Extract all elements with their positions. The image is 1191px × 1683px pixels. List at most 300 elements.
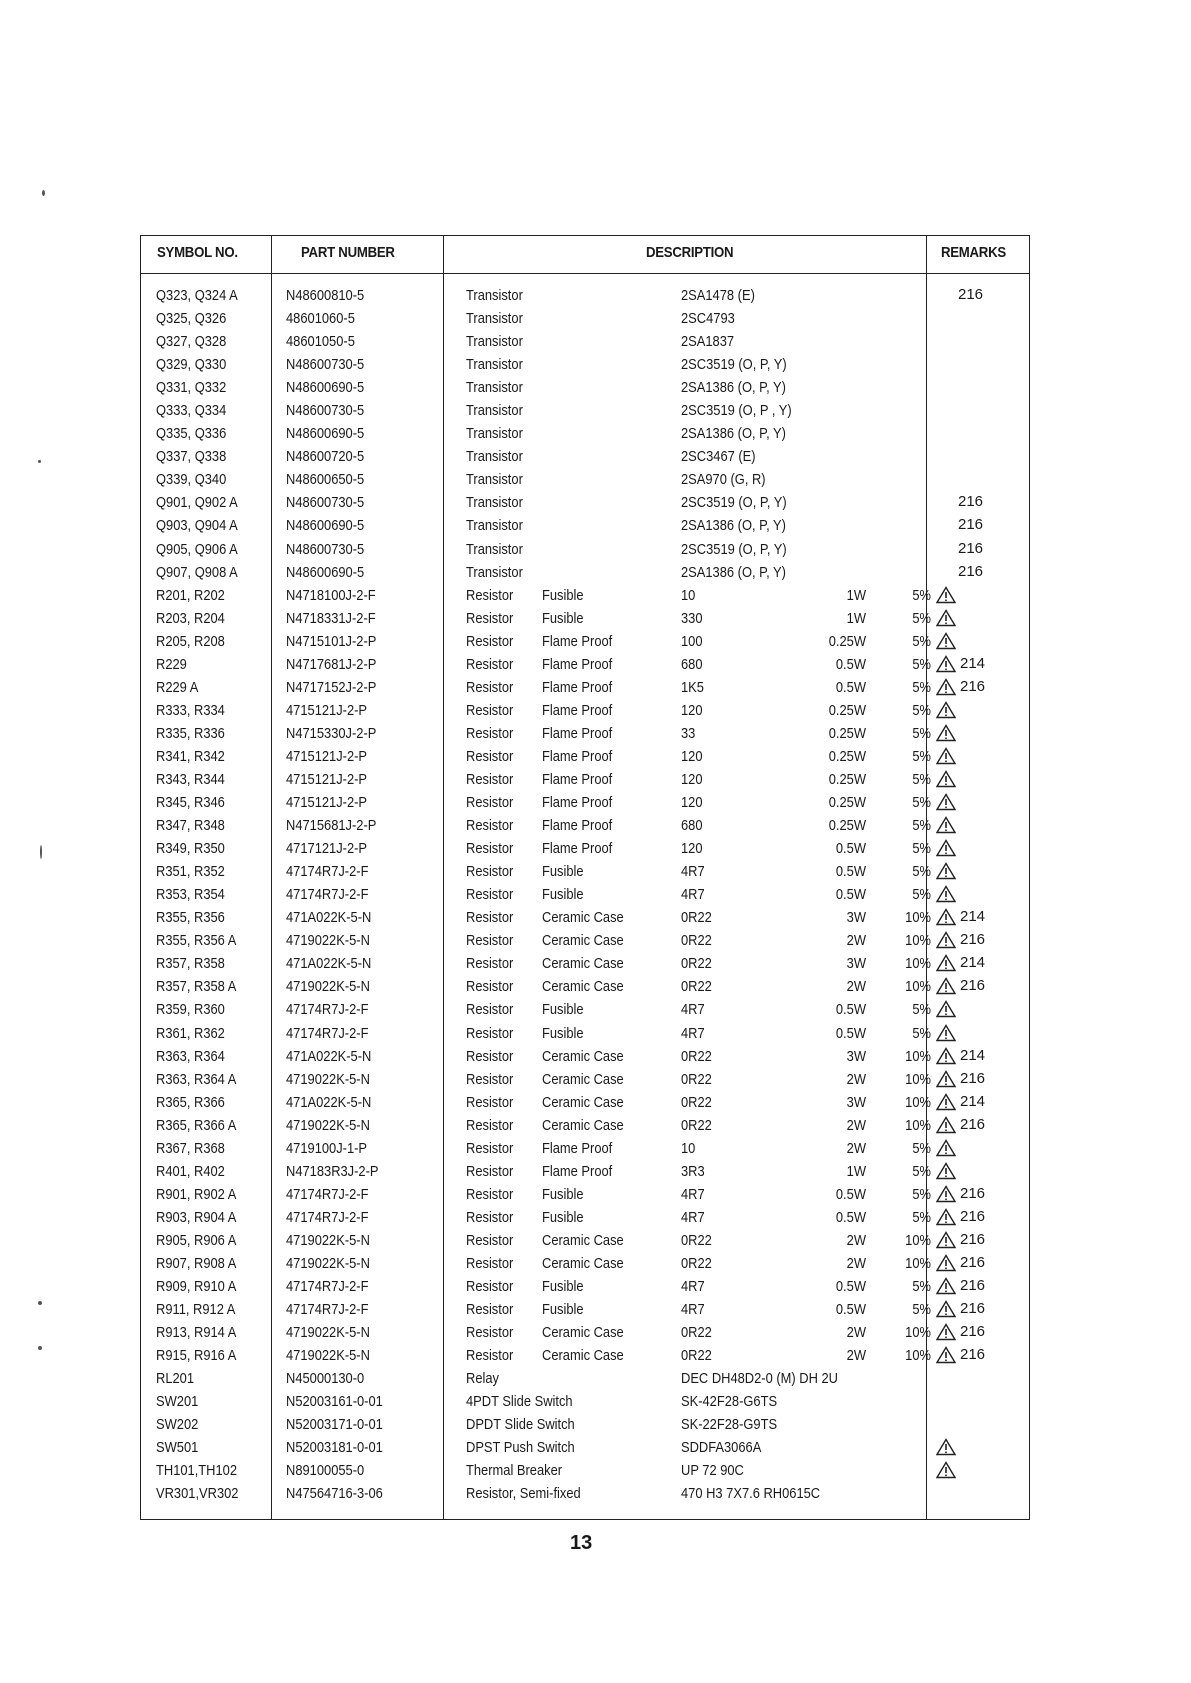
description-cell: Resistor [466,678,514,696]
description-type-cell: Flame Proof [542,1139,613,1157]
symbol-no-cell: SW501 [156,1439,199,1457]
wattage-cell: 0.5W [835,678,866,696]
table-row [141,491,1029,514]
part-number-cell: N48600730-5 [286,356,365,374]
remarks-cell [936,908,985,926]
symbol-no-cell: R907, R908 A [156,1254,237,1272]
table-row [141,422,1029,445]
description-cell: Resistor [466,1231,514,1249]
description-cell: Resistor [466,1070,514,1088]
table-row [141,814,1029,837]
table-row [141,1298,1029,1321]
part-number-cell: 4715121J-2-P [286,770,368,788]
remarks-cell [936,1139,960,1157]
symbol-no-cell: R229 A [156,678,199,696]
table-row [141,998,1029,1021]
remarks-cell [936,1000,960,1018]
tolerance-cell: 5% [912,678,931,696]
remarks-cell [936,1300,985,1318]
warning-triangle-icon [936,1070,956,1088]
description-cell: Resistor [466,955,514,973]
symbol-no-cell: R359, R360 [156,1001,225,1019]
scan-speck [40,845,42,859]
symbol-no-cell: R357, R358 [156,955,225,973]
part-number-cell: N48600690-5 [286,563,365,581]
description-cell: Transistor [466,471,523,489]
symbol-no-cell: R363, R364 A [156,1070,237,1088]
part-number-cell: 47174R7J-2-F [286,886,369,904]
description-cell: DPST Push Switch [466,1439,575,1457]
remarks-cell [936,1231,985,1249]
value-cell: SDDFA3066A [681,1439,762,1457]
symbol-no-cell: R229 [156,655,187,673]
warning-triangle-icon [936,701,956,719]
tolerance-cell: 5% [912,1208,931,1226]
part-number-cell: 47174R7J-2-F [286,1185,369,1203]
remarks-number: 216 [960,1300,986,1318]
remarks-cell [936,1024,960,1042]
symbol-no-cell: R903, R904 A [156,1208,237,1226]
symbol-no-cell: R905, R906 A [156,1231,237,1249]
remarks-number: 216 [960,1230,986,1248]
description-cell: Relay [466,1370,499,1388]
value-cell: UP 72 90C [681,1462,744,1480]
tolerance-cell: 10% [905,978,931,996]
remarks-number: 216 [960,1346,986,1364]
warning-triangle-icon [936,839,956,857]
table-row [141,1275,1029,1298]
warning-triangle-icon [936,1323,956,1341]
symbol-no-cell: Q329, Q330 [156,356,227,374]
symbol-no-cell: R361, R362 [156,1024,225,1042]
description-cell: Resistor [466,978,514,996]
description-type-cell: Ceramic Case [542,1093,624,1111]
description-type-cell: Fusible [542,1001,584,1019]
wattage-cell: 0.25W [828,701,866,719]
remarks-number: 216 [960,931,986,949]
table-row [141,975,1029,998]
part-number-cell: 4719022K-5-N [286,1070,370,1088]
remarks-number: 216 [958,286,984,303]
description-type-cell: Ceramic Case [542,1347,624,1365]
remarks-number: 216 [960,1184,986,1202]
description-type-cell: Fusible [542,1208,584,1226]
tolerance-cell: 5% [912,655,931,673]
symbol-no-cell: Q333, Q334 [156,402,227,420]
symbol-no-cell: R363, R364 [156,1047,225,1065]
tolerance-cell: 5% [912,701,931,719]
tolerance-cell: 10% [905,909,931,927]
part-number-cell: 4715121J-2-P [286,747,368,765]
wattage-cell: 0.5W [835,1208,866,1226]
header-symbol-no: SYMBOL NO. [157,244,238,261]
tolerance-cell: 5% [912,817,931,835]
wattage-cell: 0.25W [828,817,866,835]
value-cell: 120 [681,794,703,812]
wattage-cell: 2W [846,1347,866,1365]
part-number-cell: 4719022K-5-N [286,978,370,996]
part-number-cell: 4715121J-2-P [286,794,368,812]
description-cell: Resistor [466,1093,514,1111]
value-cell: 4R7 [681,1024,705,1042]
value-cell: 0R22 [681,1093,712,1111]
symbol-no-cell: Q905, Q906 A [156,540,238,558]
scan-speck [38,460,41,463]
symbol-no-cell: R365, R366 [156,1093,225,1111]
tolerance-cell: 5% [912,1301,931,1319]
description-type-cell: Flame Proof [542,655,613,673]
tolerance-cell: 5% [912,609,931,627]
remarks-cell [936,632,960,650]
remarks-cell [936,1070,985,1088]
description-cell: Resistor [466,701,514,719]
part-number-cell: 471A022K-5-N [286,1047,372,1065]
part-number-cell: N89100055-0 [286,1462,365,1480]
part-number-cell: N52003181-0-01 [286,1439,383,1457]
remarks-cell [936,954,985,972]
description-cell: Transistor [466,333,523,351]
remarks-cell [936,1346,985,1364]
description-type-cell: Fusible [542,886,584,904]
remarks-number: 216 [960,1207,986,1225]
remarks-cell [936,516,983,534]
wattage-cell: 1W [846,609,866,627]
value-cell: 2SA1386 (O, P, Y) [681,517,786,535]
wattage-cell: 0.5W [835,886,866,904]
remarks-cell [936,1162,960,1180]
value-cell: 2SC3519 (O, P, Y) [681,540,787,558]
description-type-cell: Flame Proof [542,1162,613,1180]
table-row [141,284,1029,307]
description-cell: Transistor [466,425,523,443]
value-cell: 0R22 [681,978,712,996]
value-cell: 4R7 [681,886,705,904]
part-number-cell: 48601050-5 [286,333,355,351]
description-cell: Resistor [466,932,514,950]
remarks-cell [936,655,985,673]
description-type-cell: Flame Proof [542,840,613,858]
warning-triangle-icon [936,1231,956,1249]
part-number-cell: 47174R7J-2-F [286,1001,369,1019]
remarks-cell [936,286,983,304]
description-type-cell: Ceramic Case [542,909,624,927]
wattage-cell: 2W [846,1070,866,1088]
description-type-cell: Flame Proof [542,817,613,835]
symbol-no-cell: Q903, Q904 A [156,517,238,535]
symbol-no-cell: R353, R354 [156,886,225,904]
value-cell: 470 H3 7X7.6 RH0615C [681,1485,821,1503]
remarks-number: 216 [960,1253,986,1271]
part-number-cell: N48600730-5 [286,402,365,420]
table-row [141,1091,1029,1114]
description-cell: Transistor [466,310,523,328]
warning-triangle-icon [936,678,956,696]
description-cell: Thermal Breaker [466,1462,563,1480]
tolerance-cell: 10% [905,1254,931,1272]
description-cell: Transistor [466,494,523,512]
warning-triangle-icon [936,931,956,949]
value-cell: SK-22F28-G9TS [681,1416,778,1434]
description-cell: Resistor [466,1185,514,1203]
part-number-cell: N48600810-5 [286,287,365,304]
remarks-cell [936,1185,985,1203]
value-cell: 0R22 [681,955,712,973]
table-row [141,1413,1029,1436]
warning-triangle-icon [936,1093,956,1111]
remarks-number: 214 [960,908,986,926]
description-cell: Resistor [466,632,514,650]
value-cell: 120 [681,840,703,858]
description-cell: DPDT Slide Switch [466,1416,575,1434]
description-type-cell: Fusible [542,1278,584,1296]
header-description: DESCRIPTION [646,244,734,261]
value-cell: 4R7 [681,1208,705,1226]
table-row [141,445,1029,468]
table-row [141,860,1029,883]
value-cell: DEC DH48D2-0 (M) DH 2U [681,1370,838,1388]
tolerance-cell: 10% [905,955,931,973]
remarks-cell [936,609,960,627]
remarks-cell [936,1116,985,1134]
value-cell: 2SC4793 [681,310,735,328]
wattage-cell: 0.5W [835,655,866,673]
symbol-no-cell: R913, R914 A [156,1324,237,1342]
symbol-no-cell: R355, R356 [156,909,225,927]
description-cell: Transistor [466,540,523,558]
part-number-cell: 47174R7J-2-F [286,1024,369,1042]
symbol-no-cell: R349, R350 [156,840,225,858]
symbol-no-cell: R365, R366 A [156,1116,237,1134]
value-cell: 0R22 [681,1324,712,1342]
warning-triangle-icon [936,609,956,627]
table-row [141,307,1029,330]
table-row [141,1229,1029,1252]
value-cell: 120 [681,747,703,765]
wattage-cell: 0.25W [828,632,866,650]
table-row [141,1160,1029,1183]
description-type-cell: Flame Proof [542,770,613,788]
table-row [141,1459,1029,1482]
remarks-cell [936,563,983,581]
description-cell: Resistor [466,1347,514,1365]
description-type-cell: Ceramic Case [542,1254,624,1272]
tolerance-cell: 10% [905,1324,931,1342]
warning-triangle-icon [936,977,956,995]
table-row [141,1344,1029,1367]
value-cell: 2SC3519 (O, P, Y) [681,356,787,374]
remarks-number: 216 [960,1115,986,1133]
description-cell: Resistor [466,747,514,765]
table-row [141,399,1029,422]
part-number-cell: 47174R7J-2-F [286,1278,369,1296]
symbol-no-cell: R357, R358 A [156,978,237,996]
table-row [141,1137,1029,1160]
part-number-cell: 48601060-5 [286,310,355,328]
tolerance-cell: 5% [912,794,931,812]
warning-triangle-icon [936,885,956,903]
description-type-cell: Fusible [542,609,584,627]
wattage-cell: 2W [846,1254,866,1272]
description-type-cell: Fusible [542,1301,584,1319]
remarks-cell [936,931,985,949]
wattage-cell: 2W [846,1324,866,1342]
tolerance-cell: 5% [912,747,931,765]
symbol-no-cell: TH101,TH102 [156,1462,238,1480]
table-row [141,584,1029,607]
parts-list-table [140,235,1030,1520]
remarks-cell [936,885,960,903]
symbol-no-cell: R333, R334 [156,701,225,719]
table-body [141,284,1029,1505]
part-number-cell: N47183R3J-2-P [286,1162,379,1180]
warning-triangle-icon [936,1185,956,1203]
remarks-number: 216 [960,1277,986,1295]
description-cell: Resistor [466,1278,514,1296]
warning-triangle-icon [936,908,956,926]
description-cell: Resistor [466,909,514,927]
part-number-cell: 4719022K-5-N [286,1324,370,1342]
remarks-cell [936,1461,960,1479]
part-number-cell: N4718100J-2-F [286,586,376,604]
value-cell: 0R22 [681,1070,712,1088]
wattage-cell: 0.5W [835,1278,866,1296]
part-number-cell: N48600720-5 [286,448,365,466]
description-type-cell: Fusible [542,1024,584,1042]
table-row [141,630,1029,653]
warning-triangle-icon [936,1461,956,1479]
remarks-cell [936,678,985,696]
table-row [141,1482,1029,1505]
description-cell: Resistor [466,1162,514,1180]
symbol-no-cell: R911, R912 A [156,1301,236,1319]
tolerance-cell: 10% [905,1070,931,1088]
tolerance-cell: 5% [912,1278,931,1296]
value-cell: 10 [681,586,696,604]
description-type-cell: Fusible [542,586,584,604]
description-cell: Transistor [466,287,523,304]
description-cell: Resistor [466,724,514,742]
value-cell: SK-42F28-G6TS [681,1393,778,1411]
remarks-cell [936,540,983,558]
description-cell: Resistor [466,817,514,835]
table-row [141,561,1029,584]
warning-triangle-icon [936,1254,956,1272]
remarks-number: 216 [958,516,984,534]
symbol-no-cell: R915, R916 A [156,1347,237,1365]
part-number-cell: N4717681J-2-P [286,655,377,673]
wattage-cell: 0.5W [835,1024,866,1042]
value-cell: 2SA1386 (O, P, Y) [681,563,786,581]
tolerance-cell: 5% [912,770,931,788]
part-number-cell: N48600730-5 [286,494,365,512]
remarks-cell [936,793,960,811]
part-number-cell: 47174R7J-2-F [286,1208,369,1226]
description-cell: Resistor [466,770,514,788]
tolerance-cell: 5% [912,586,931,604]
scan-speck [42,190,45,196]
table-row [141,837,1029,860]
table-row [141,1206,1029,1229]
tolerance-cell: 5% [912,632,931,650]
wattage-cell: 1W [846,586,866,604]
value-cell: 2SA1837 [681,333,735,351]
part-number-cell: 471A022K-5-N [286,1093,372,1111]
table-row [141,883,1029,906]
warning-triangle-icon [936,1438,956,1456]
part-number-cell: N48600690-5 [286,517,365,535]
tolerance-cell: 5% [912,886,931,904]
description-cell: Transistor [466,379,523,397]
description-cell: Resistor [466,1047,514,1065]
value-cell: 4R7 [681,1001,705,1019]
part-number-cell: N4718331J-2-F [286,609,376,627]
part-number-cell: N4717152J-2-P [286,678,377,696]
remarks-cell [936,1208,985,1226]
description-cell: Resistor [466,1001,514,1019]
part-number-cell: N48600650-5 [286,471,365,489]
warning-triangle-icon [936,1139,956,1157]
description-cell: Transistor [466,563,523,581]
symbol-no-cell: SW201 [156,1393,199,1411]
value-cell: 680 [681,817,703,835]
remarks-cell [936,770,960,788]
symbol-no-cell: Q339, Q340 [156,471,227,489]
value-cell: 120 [681,770,703,788]
wattage-cell: 2W [846,1231,866,1249]
table-row [141,791,1029,814]
symbol-no-cell: R355, R356 A [156,932,237,950]
description-type-cell: Ceramic Case [542,978,624,996]
description-cell: Resistor [466,609,514,627]
part-number-cell: 4719100J-1-P [286,1139,368,1157]
remarks-number: 216 [958,562,984,580]
symbol-no-cell: Q335, Q336 [156,425,227,443]
table-row [141,768,1029,791]
symbol-no-cell: R401, R402 [156,1162,225,1180]
warning-triangle-icon [936,1346,956,1364]
value-cell: 0R22 [681,1231,712,1249]
remarks-cell [936,1438,960,1456]
value-cell: 4R7 [681,1278,705,1296]
symbol-no-cell: VR301,VR302 [156,1485,239,1503]
remarks-number: 216 [958,493,984,511]
tolerance-cell: 10% [905,1231,931,1249]
description-cell: Resistor [466,1254,514,1272]
warning-triangle-icon [936,1116,956,1134]
symbol-no-cell: R351, R352 [156,863,225,881]
warning-triangle-icon [936,1208,956,1226]
table-row [141,676,1029,699]
wattage-cell: 0.25W [828,747,866,765]
tolerance-cell: 5% [912,1001,931,1019]
remarks-cell [936,1047,985,1065]
warning-triangle-icon [936,747,956,765]
value-cell: 0R22 [681,932,712,950]
description-cell: Resistor [466,794,514,812]
part-number-cell: N4715101J-2-P [286,632,377,650]
remarks-cell [936,1093,985,1111]
tolerance-cell: 5% [912,1185,931,1203]
warning-triangle-icon [936,1277,956,1295]
description-cell: Resistor [466,1116,514,1134]
value-cell: 4R7 [681,1185,705,1203]
table-row [141,607,1029,630]
wattage-cell: 1W [846,1162,866,1180]
warning-triangle-icon [936,655,956,673]
description-cell: Resistor [466,1324,514,1342]
wattage-cell: 0.25W [828,724,866,742]
description-type-cell: Flame Proof [542,701,613,719]
